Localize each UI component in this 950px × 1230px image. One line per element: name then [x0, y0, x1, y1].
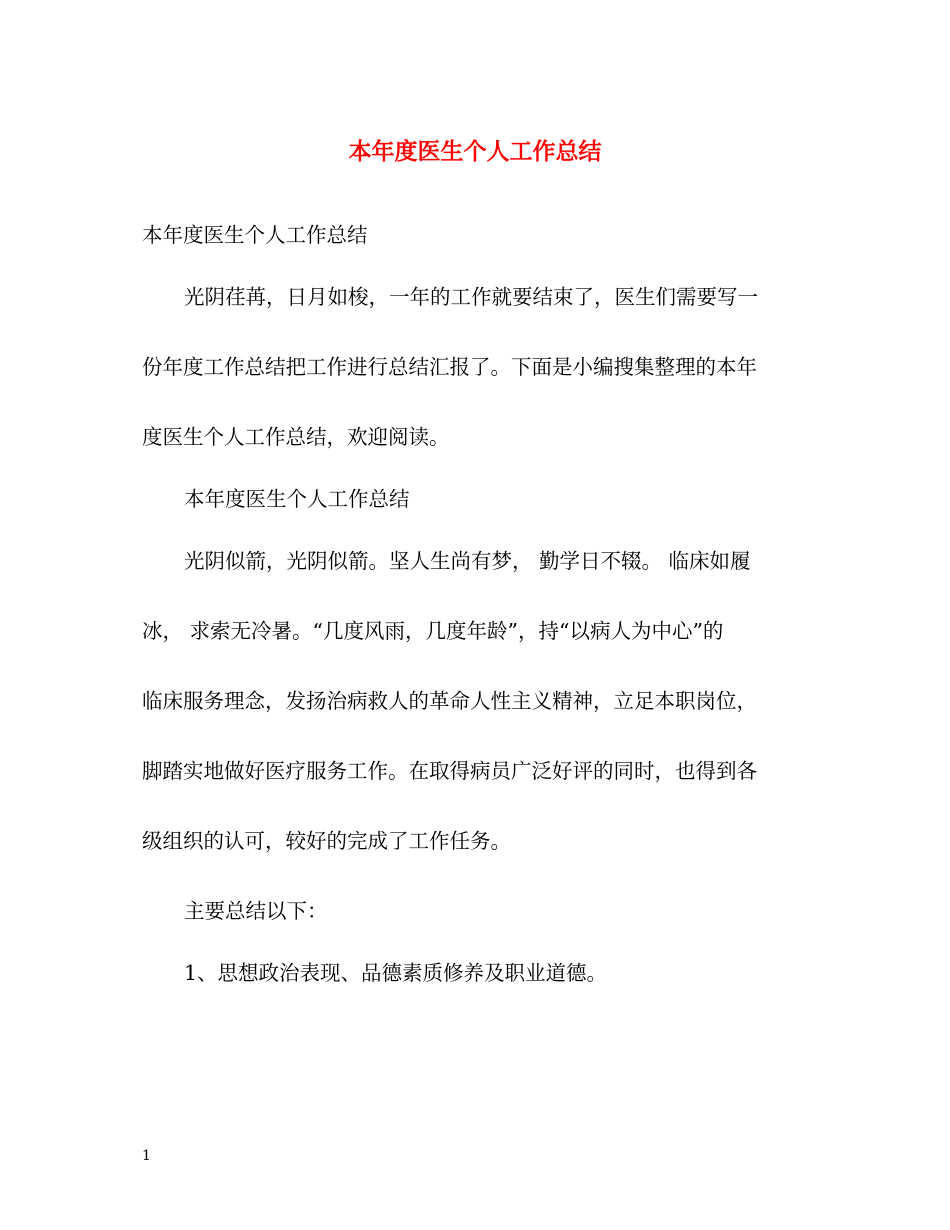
paragraph-line: 度医生个人工作总结，欢迎阅读。 [142, 425, 450, 449]
paragraph-line: 冰， 求索无冷暑。“几度风雨，几度年龄”，持“以病人为中心”的 [142, 619, 724, 643]
paragraph-line: 1、思想政治表现、品德素质修养及职业道德。 [184, 961, 608, 985]
section-heading-line: 本年度医生个人工作总结 [184, 487, 410, 511]
document-title: 本年度医生个人工作总结 [348, 138, 602, 165]
subtitle-line: 本年度医生个人工作总结 [142, 223, 368, 247]
paragraph-line: 级组织的认可，较好的完成了工作任务。 [142, 829, 511, 853]
paragraph-line: 光阴似箭，光阴似箭。坚人生尚有梦， 勤学日不辍。 临床如履 [184, 549, 751, 573]
paragraph-line: 临床服务理念，发扬治病救人的革命人性主义精神，立足本职岗位， [142, 689, 757, 713]
page-number: 1 [142, 1148, 151, 1164]
paragraph-line: 光阴荏苒，日月如梭，一年的工作就要结束了，医生们需要写一 [184, 285, 758, 309]
paragraph-line: 份年度工作总结把工作进行总结汇报了。下面是小编搜集整理的本年 [142, 355, 757, 379]
paragraph-line: 主要总结以下： [184, 899, 328, 923]
paragraph-line: 脚踏实地做好医疗服务工作。在取得病员广泛好评的同时，也得到各 [142, 759, 757, 783]
